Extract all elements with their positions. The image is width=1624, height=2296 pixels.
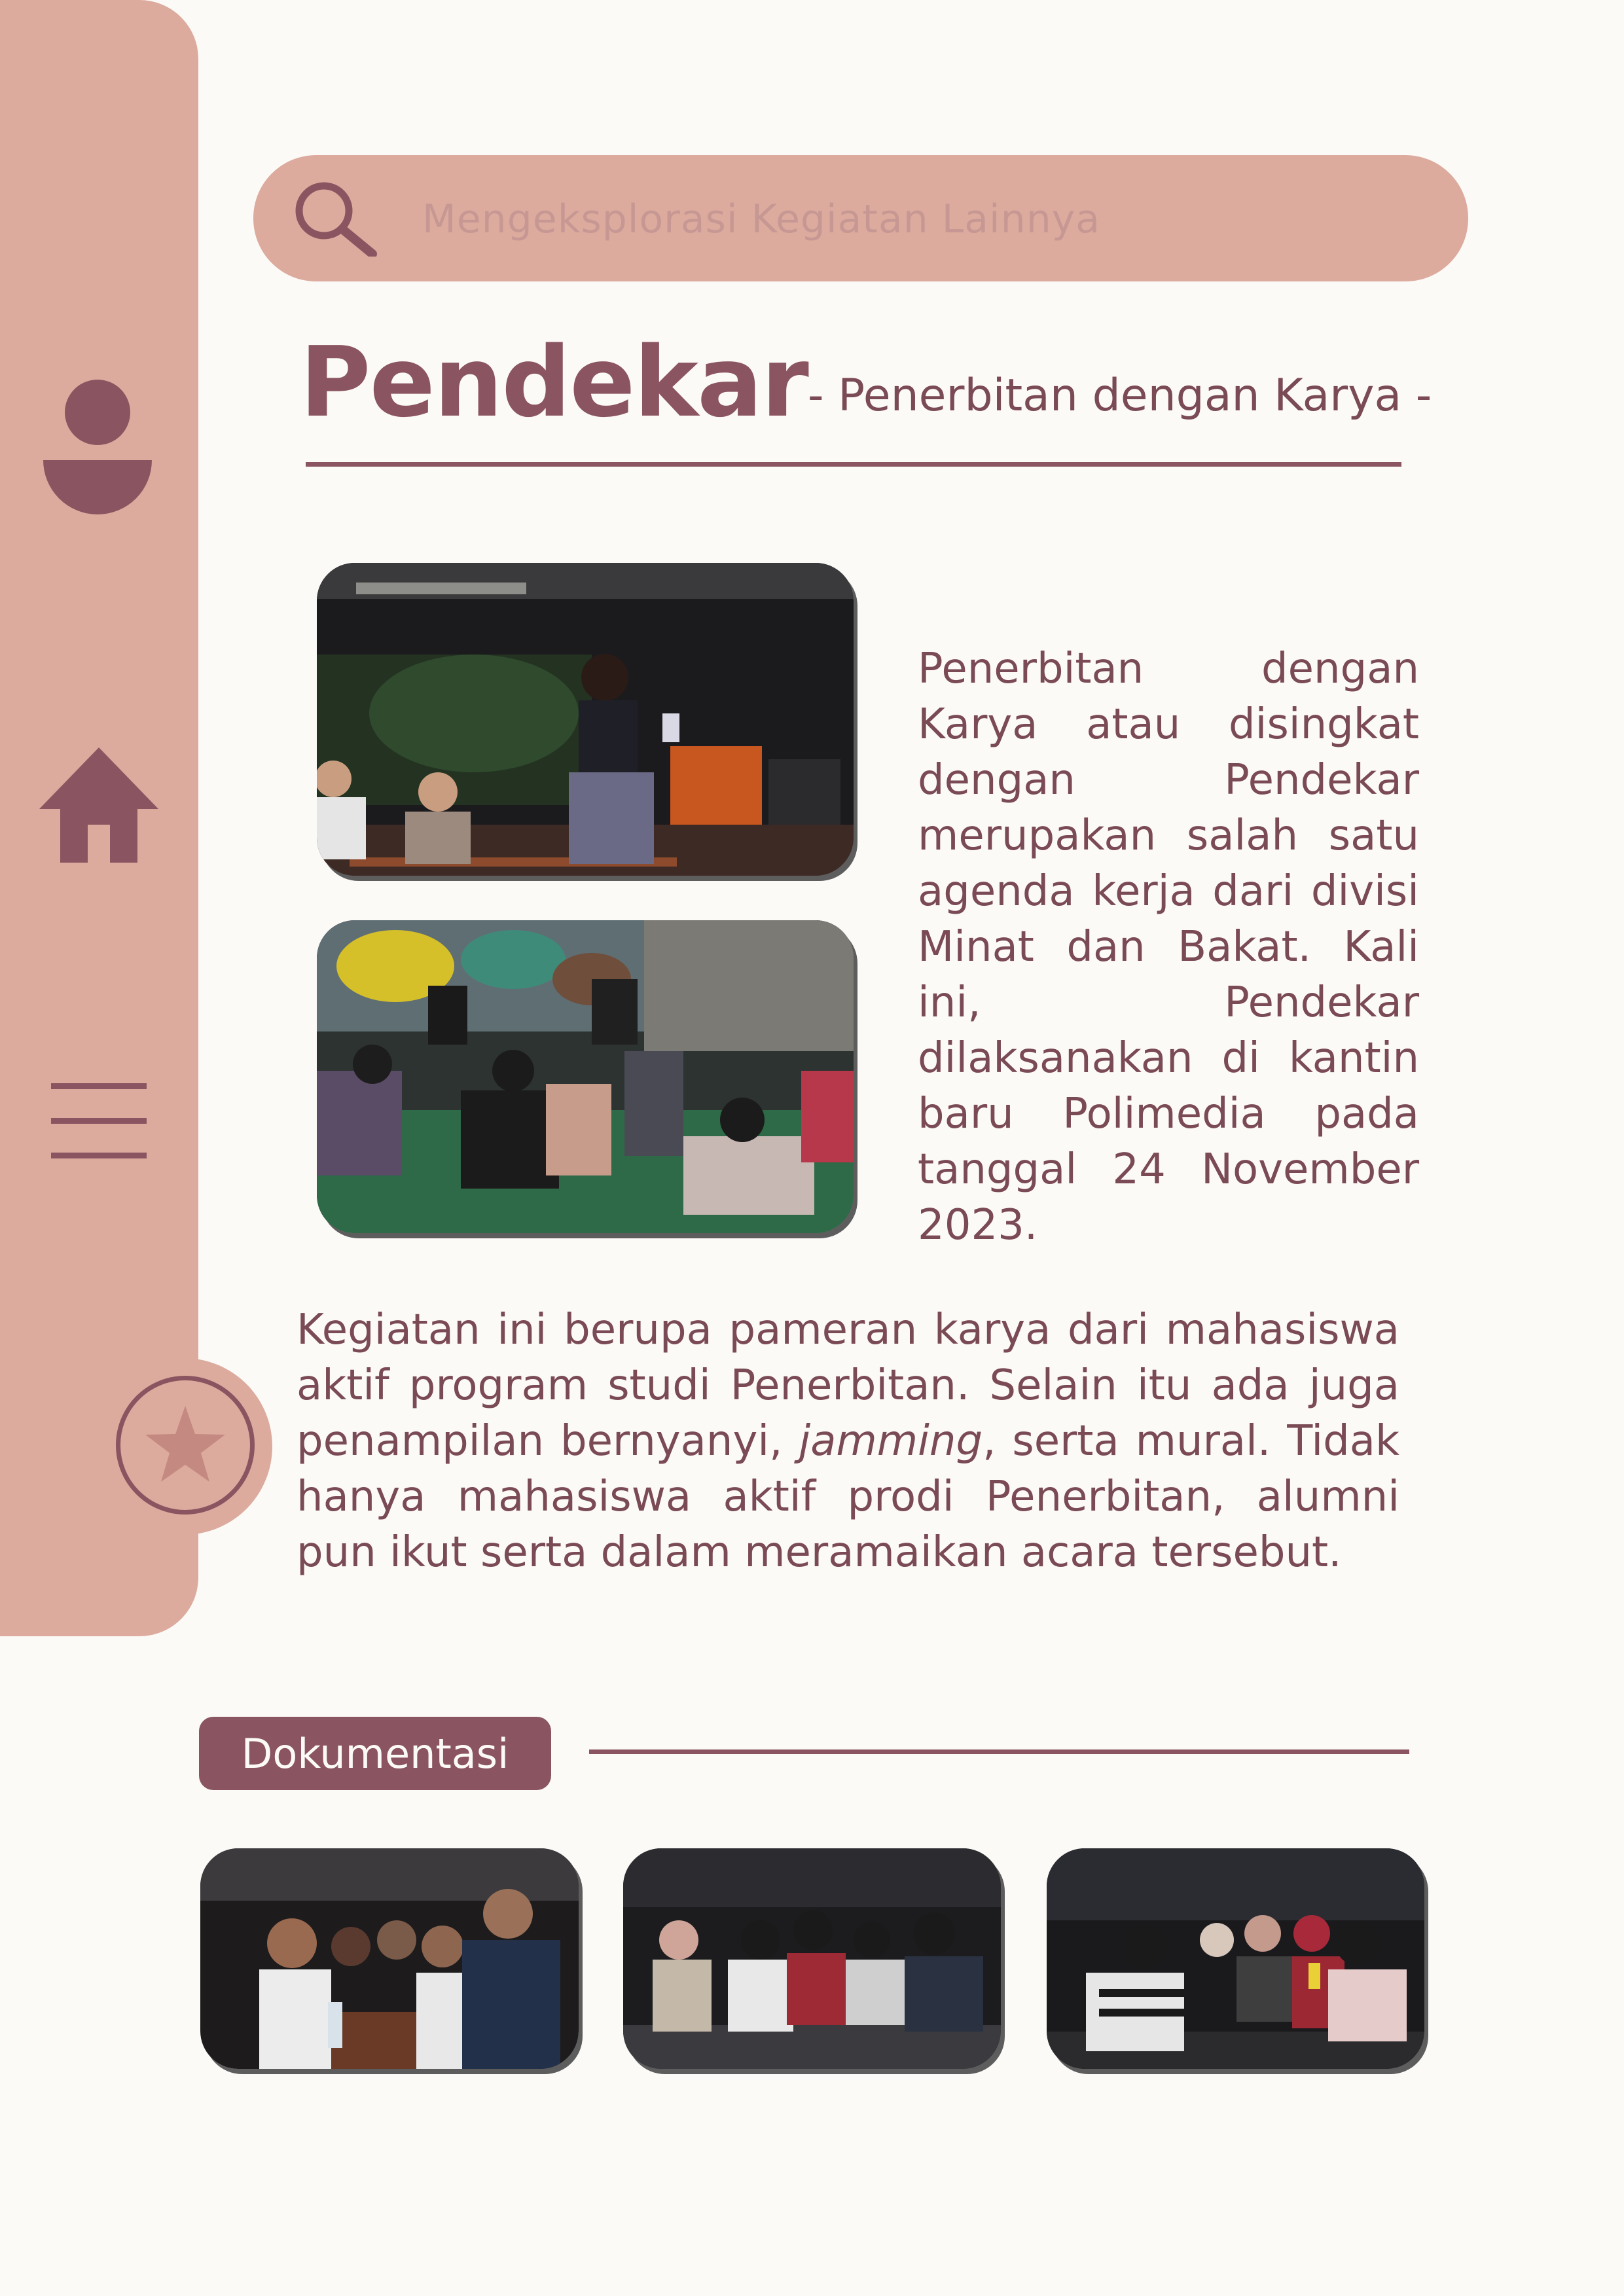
menu-icon[interactable]: [51, 1083, 147, 1158]
photo-performance: [317, 563, 854, 876]
body-text-italic: jamming: [799, 1417, 983, 1465]
page-subtitle: - Penerbitan dengan Karya -: [808, 370, 1432, 422]
page-title: Pendekar: [300, 326, 808, 439]
body-text-start: Kegiatan ini berupa pameran karya dari mahasiswa aktif program studi Penerbitan. Selain itu ada juga penampilan bernyanyi,: [297, 1306, 1399, 1465]
title-divider: [306, 462, 1401, 467]
home-icon[interactable]: [38, 746, 160, 864]
documentation-divider: [589, 1749, 1409, 1754]
documentation-photo-1: [200, 1848, 579, 2069]
profile-icon[interactable]: [41, 378, 155, 522]
body-paragraph: [297, 1302, 1399, 1581]
photo-mural-crowd: [317, 920, 854, 1233]
documentation-label: Dokumentasi: [199, 1717, 551, 1790]
intro-paragraph: Penerbitan dengan Karya atau disingkat dengan Pendekar merupakan salah satu agenda kerja dari divisi Minat dan Bakat. Kali ini, Pendekar dilaksanakan di kantin baru Polimedia pada tanggal 24 November 2023.: [918, 645, 1419, 1249]
body-text-end: , serta mural. Tidak hanya mahasiswa aktif prodi Penerbitan, alumni pun ikut serta dalam meramaikan acara tersebut.: [297, 1417, 1400, 1577]
documentation-photo-2: [623, 1848, 1001, 2069]
star-icon: [143, 1405, 228, 1486]
documentation-photo-3: [1047, 1848, 1424, 2069]
star-button[interactable]: [116, 1376, 255, 1515]
search-placeholder[interactable]: Mengeksplorasi Kegiatan Lainnya: [422, 196, 1100, 242]
search-icon[interactable]: [291, 178, 380, 257]
